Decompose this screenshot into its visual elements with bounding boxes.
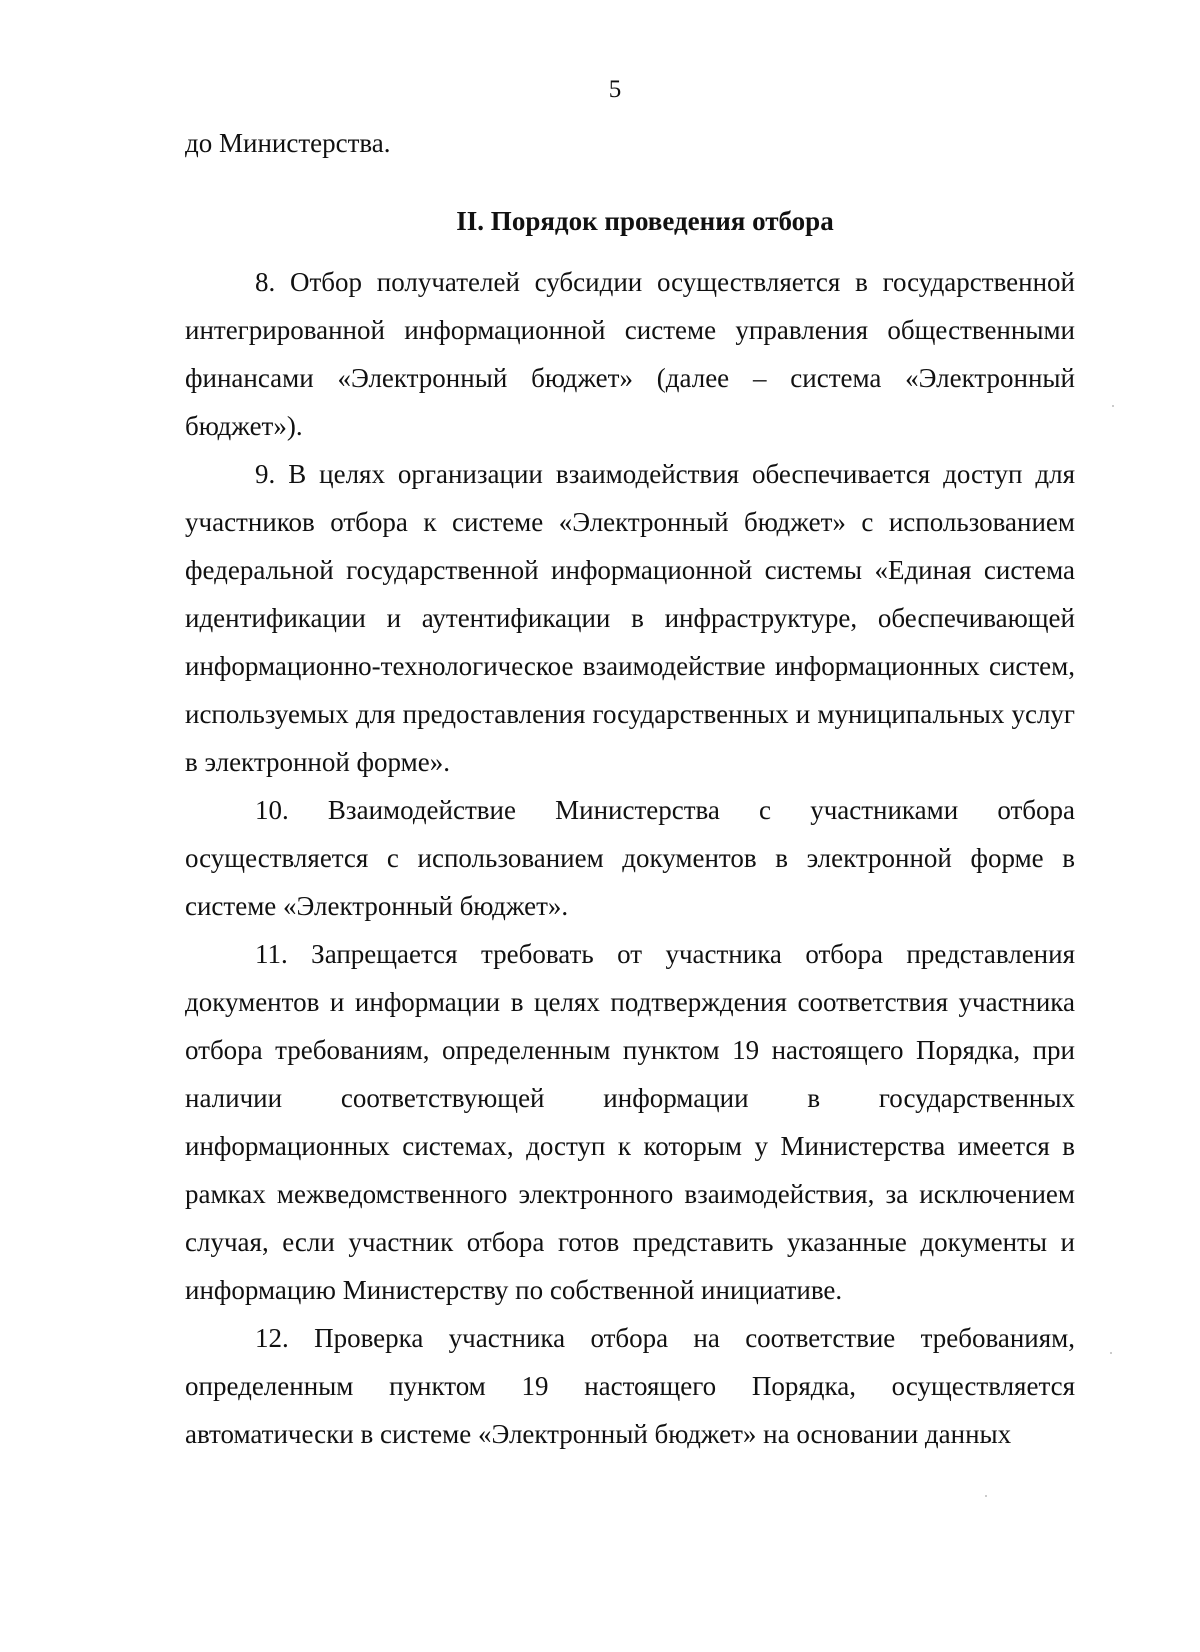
page-number: 5: [608, 76, 622, 103]
paragraph-10: 10. Взаимодействие Министерства с участниками отбора осуществляется с использованием документов в электронной форме в системе «Электронный бюджет».: [185, 795, 1075, 921]
paragraph-8: 8. Отбор получателей субсидии осуществляется в государственной интегрированной информационной системе управления общественными финансами «Электронный бюджет» (далее – система «Электронный бюджет»).: [185, 267, 1075, 441]
paragraph-12: 12. Проверка участника отбора на соответствие требованиям, определенным пунктом 19 настоящего Порядка, осуществляется автоматически в системе «Электронный бюджет» на основании данных: [185, 1323, 1075, 1449]
section-body: [185, 258, 1075, 1458]
continuation-text: [185, 119, 1075, 167]
paragraph-9: 9. В целях организации взаимодействия обеспечивается доступ для участников отбора к системе «Электронный бюджет» с использованием федеральной государственной информационной системы «Единая система идентификации и аутентификации в инфраструктуре, обеспечивающей информационно-технологическое взаимодействие информационных систем, используемых для предоставления государственных и муниципальных услуг в электронной форме».: [185, 459, 1075, 777]
scan-speck: [1112, 405, 1114, 407]
scan-speck: [985, 1495, 987, 1497]
paragraph-11: 11. Запрещается требовать от участника отбора представления документов и информации в целях подтверждения соответствия участника отбора требованиям, определенным пунктом 19 настоящего Порядка, при наличии соответствующей информации в государственных информационных системах, доступ к которым у Министерства имеется в рамках межведомственного электронного взаимодействия, за исключением случая, если участник отбора готов представить указанные документы и информацию Министерству по собственной инициативе.: [185, 939, 1075, 1305]
scan-speck: [1110, 1352, 1112, 1354]
continuation-paragraph: до Министерства.: [185, 128, 391, 158]
section-heading: II. Порядок проведения отбора: [456, 206, 834, 236]
